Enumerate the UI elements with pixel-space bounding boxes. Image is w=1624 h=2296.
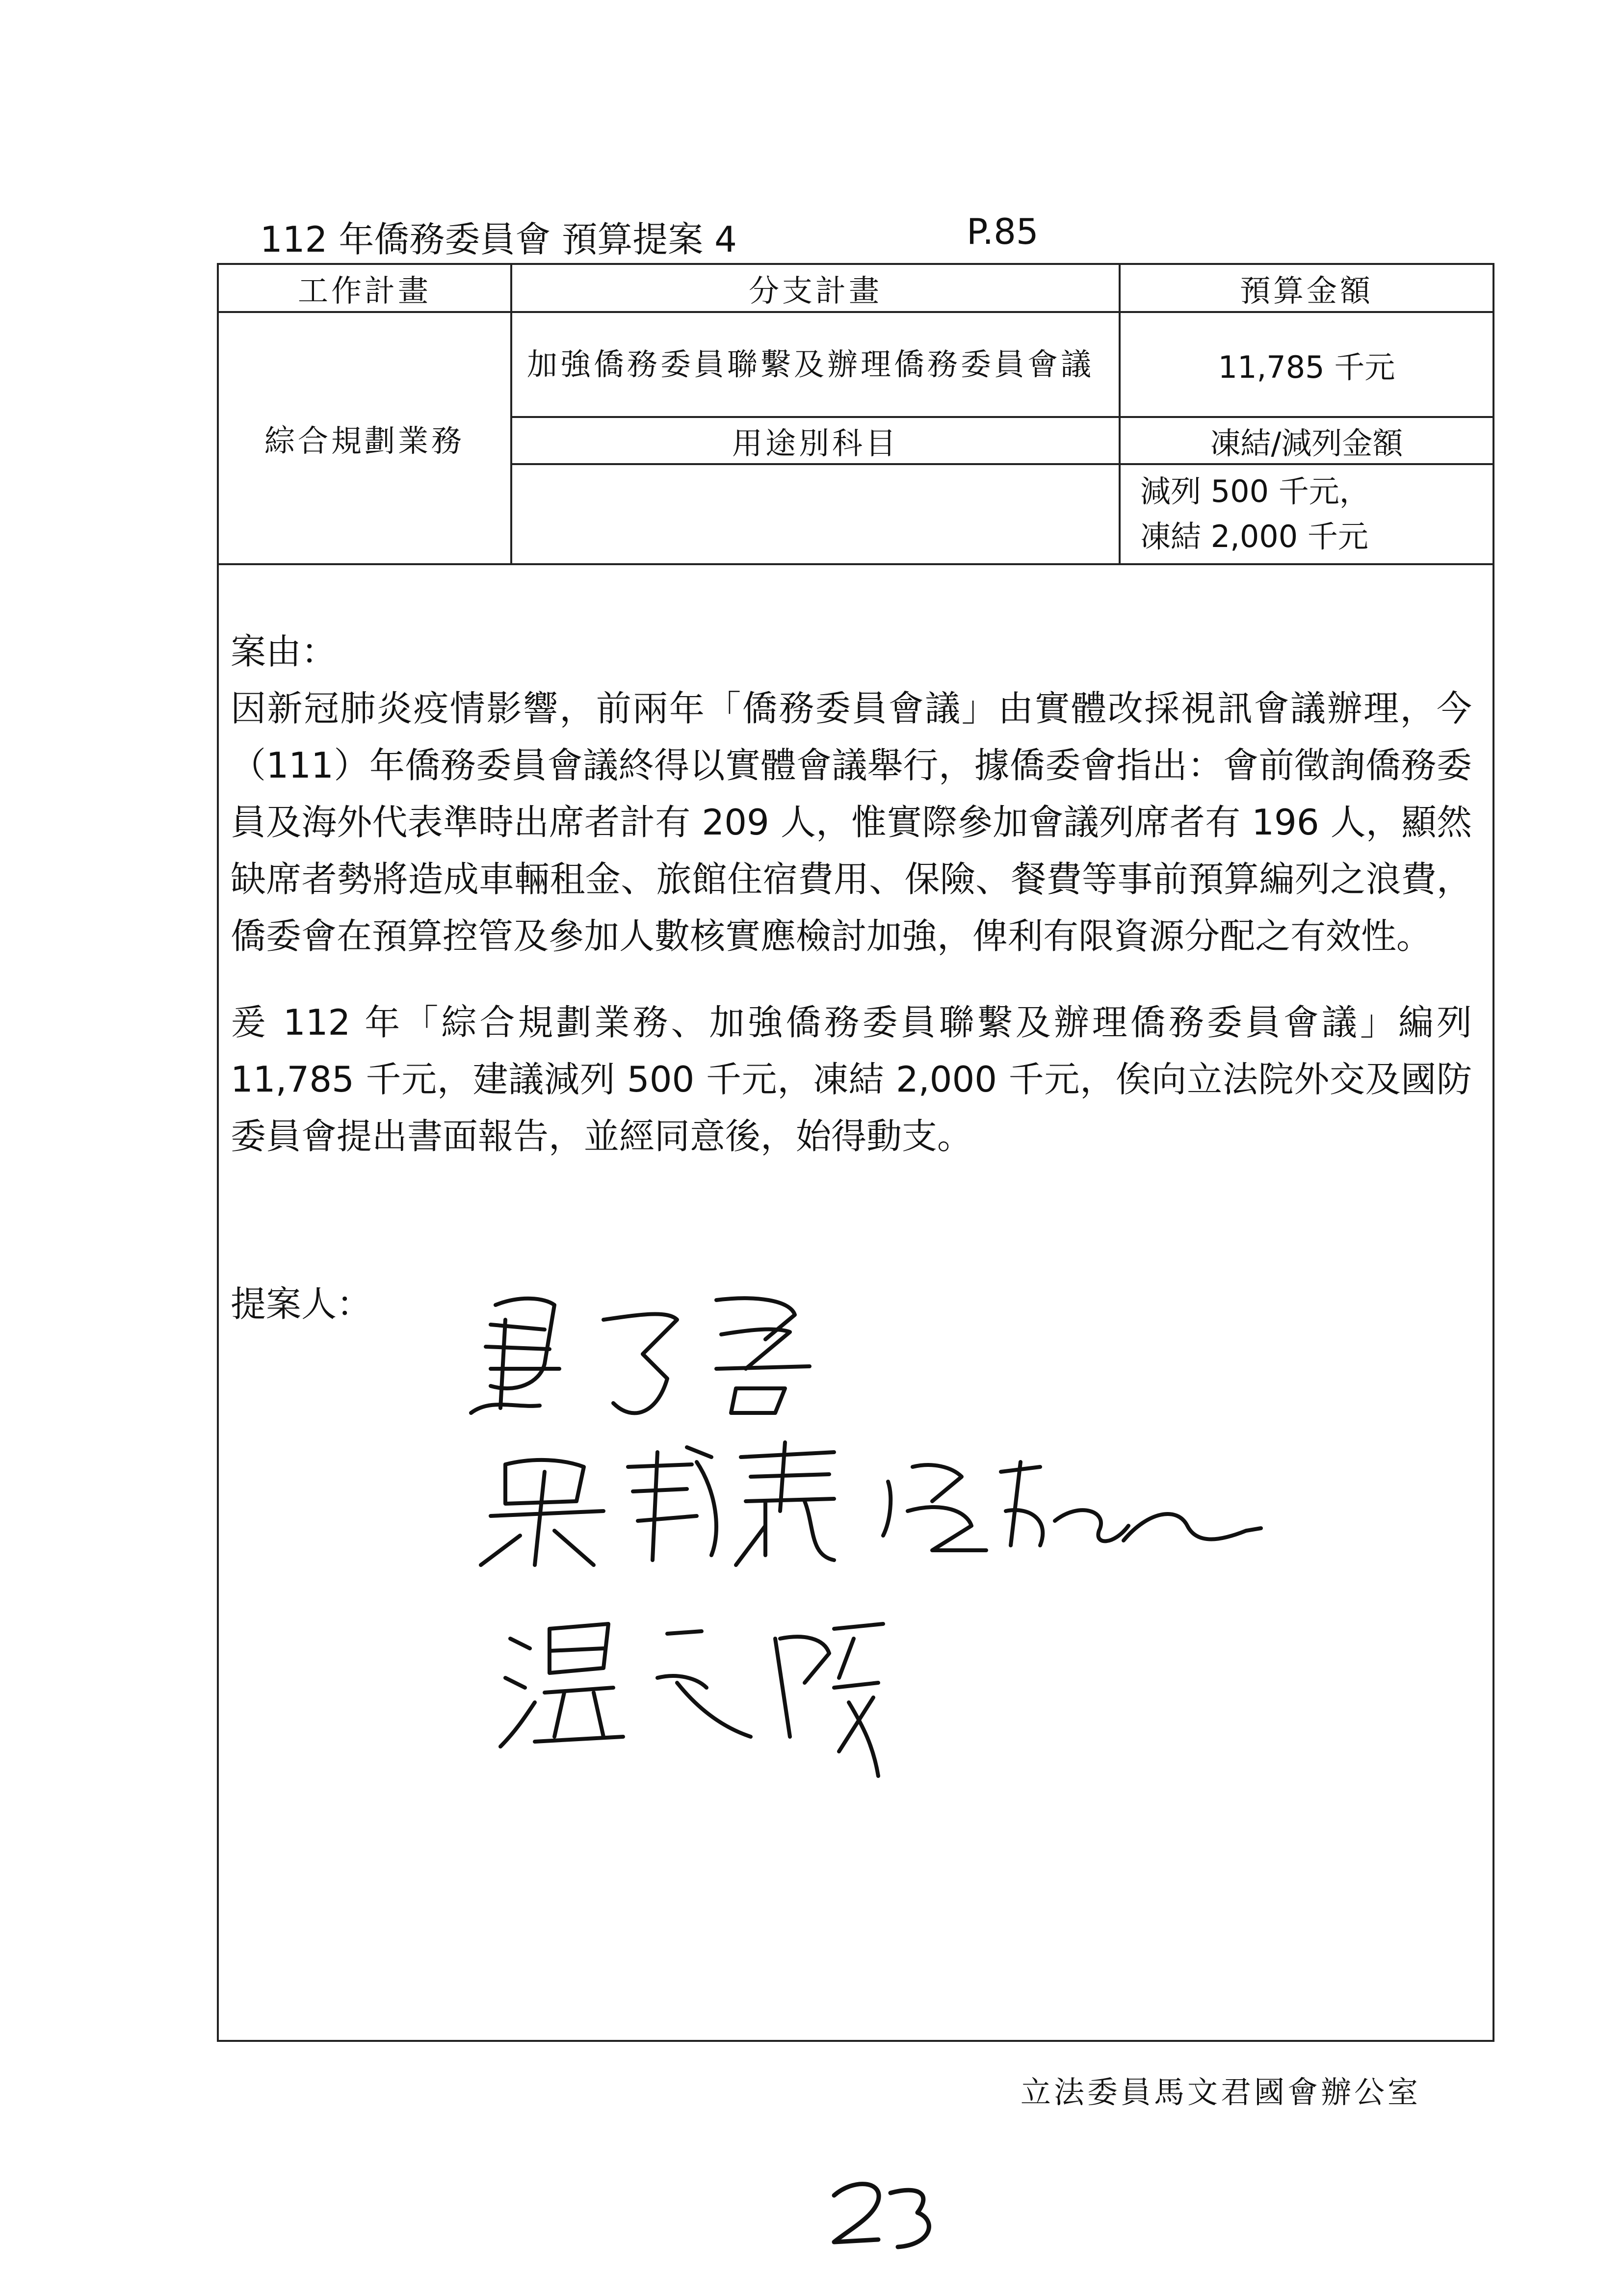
office-footer: 立法委員馬文君國會辦公室 — [1021, 2074, 1421, 2110]
page-reference: P.85 — [967, 211, 1039, 252]
budget-amount-header: 預算金額 — [1120, 265, 1493, 312]
usage-category-header: 用途別科目 — [511, 417, 1120, 464]
recommendation-paragraph: 爰 112 年「綜合規劃業務、加強僑務委員聯繫及辦理僑務委員會議」編列 11,785 千元，建議減列 500 千元，凍結 2,000 千元，俟向立法院外交及國防委員會提出書面報告，並經同意後，始得動支。 — [231, 1002, 1472, 1157]
work-plan-cell: 綜合規劃業務 — [219, 312, 511, 564]
budget-amount-cell: 11,785 千元 — [1120, 312, 1493, 417]
proposal-title: 112 年僑務委員會 預算提案 4 — [260, 219, 737, 260]
reduction-amount: 減列 500 千元， — [1140, 473, 1370, 509]
branch-plan-cell: 加強僑務委員聯繫及辦理僑務委員會議 — [511, 312, 1120, 417]
reason-label: 案由： — [231, 631, 337, 672]
freeze-reduction-header: 凍結/減列金額 — [1120, 417, 1493, 464]
reason-paragraph: 因新冠肺炎疫情影響，前兩年「僑務委員會議」由實體改採視訊會議辦理，今（111）年僑務委員會議終得以實體會議舉行，據僑委會指出：會前徵詢僑務委員及海外代表準時出席者計有 209 人，惟實際參加會議列席者有 196 人，顯然缺席者勢將造成車輛租金、旅館住宿費用、保險、餐費等事前預算編列之浪費，僑委會在預算控管及參加人數核實應檢討加強，俾利有限資源分配之有效性。 — [231, 688, 1472, 957]
branch-plan-header: 分支計畫 — [511, 265, 1120, 312]
proposer-label: 提案人： — [231, 1283, 372, 1325]
freeze-amount: 凍結 2,000 千元 — [1140, 519, 1368, 554]
work-plan-header: 工作計畫 — [219, 265, 511, 312]
